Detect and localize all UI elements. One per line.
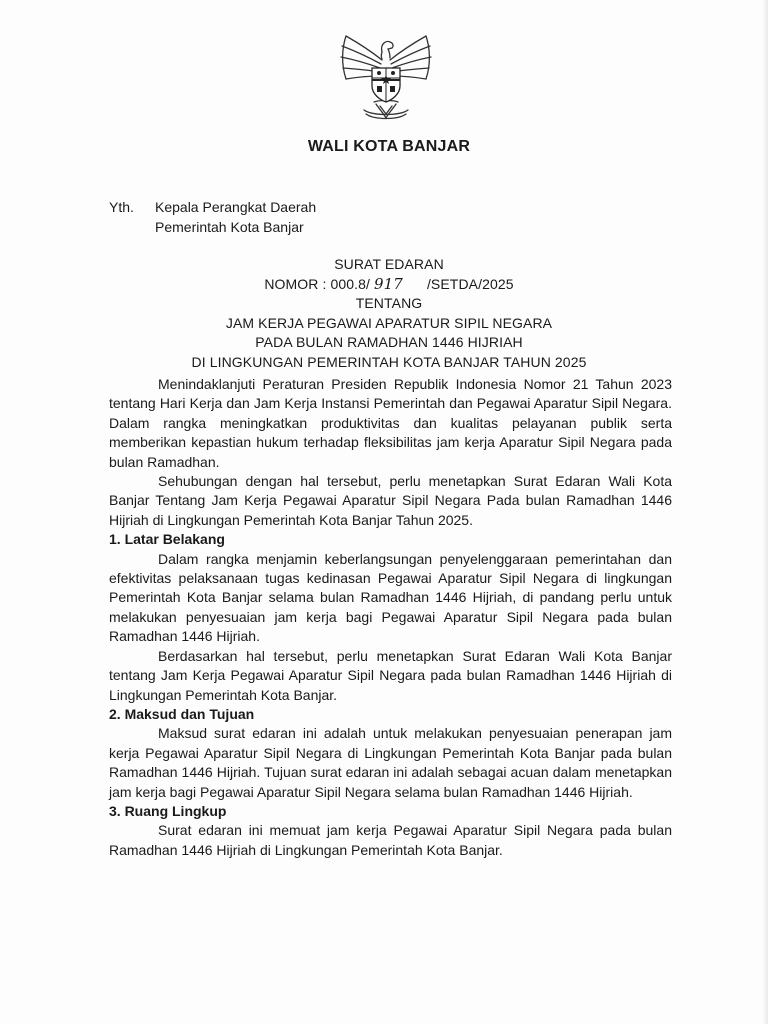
section-1-paragraph-1: Dalam rangka menjamin keberlangsungan penyelenggaraan pemerintahan dan efektivitas pelaksanaan tugas kedinasan Pegawai Aparatur Sipil Negara di lingkungan Pemerintah Kota Banjar selama bulan Ramadhan 1446 Hijriah, di pandang perlu untuk melakukan penyesuaian jam kerja bagi Pegawai Aparatur Sipil Negara pada bulan Ramadhan 1446 Hijriah. [109, 550, 672, 645]
document-number [0, 275, 768, 295]
title-block [0, 255, 768, 373]
subject-line-3: DI LINGKUNGAN PEMERINTAH KOTA BANJAR TAHUN 2025 [191, 353, 587, 370]
document-number-handwritten: 917 [374, 274, 403, 293]
section-heading-ruang-lingkup: 3. Ruang Lingkup [109, 802, 227, 819]
addressee-label: Yth. [109, 199, 134, 215]
section-heading-maksud-dan-tujuan: 2. Maksud dan Tujuan [109, 705, 255, 722]
section-3-paragraph-1: Surat edaran ini memuat jam kerja Pegawai Aparatur Sipil Negara pada bulan Ramadhan 1446 Hijriah di Lingkungan Pemerintah Kota Banjar. [109, 822, 672, 858]
document-type: SURAT EDARAN [334, 256, 444, 272]
page-edge-shadow [762, 0, 768, 1024]
garuda-pancasila-emblem-icon [336, 30, 436, 126]
subject-line-2: PADA BULAN RAMADHAN 1446 HIJRIAH [255, 334, 523, 351]
document-number-suffix: /SETDA/2025 [426, 275, 514, 292]
about-label: TENTANG [355, 295, 423, 312]
intro-paragraph-2: Sehubungan dengan hal tersebut, perlu menetapkan Surat Edaran Wali Kota Banjar Tentang Jam Kerja Pegawai Aparatur Sipil Negara Pada bulan Ramadhan 1446 Hijriah di Lingkungan Pemerintah Kota Banjar Tahun 2025. [109, 473, 672, 528]
subject-line-1: JAM KERJA PEGAWAI APARATUR SIPIL NEGARA [225, 314, 553, 331]
document-number-prefix: NOMOR : 000.8/ [264, 275, 370, 292]
letter-body [109, 375, 672, 860]
section-1-paragraph-2: Berdasarkan hal tersebut, perlu menetapkan Surat Edaran Wali Kota Banjar tentang Jam Kerja Pegawai Aparatur Sipil Negara pada bulan Ramadhan 1446 Hijriah di Lingkungan Pemerintah Kota Banjar. [109, 647, 672, 703]
intro-paragraph-1: Menindaklanjuti Peraturan Presiden Republik Indonesia Nomor 21 Tahun 2023 tentang Hari Kerja dan Jam Kerja Instansi Pemerintah dan Pegawai Aparatur Sipil Negara. Dalam rangka meningkatkan produktivitas dan kualitas pelayanan publik serta memberikan kepastian hukum terhadap fleksibilitas jam kerja Aparatur Sipil Negara pada bulan Ramadhan. [109, 376, 672, 470]
section-2-paragraph-1: Maksud surat edaran ini adalah untuk melakukan penyesuaian penerapan jam kerja Pegawai Aparatur Sipil Negara di Lingkungan Pemerintah Kota Banjar pada bulan Ramadhan 1446 Hijriah. Tujuan surat edaran ini adalah sebagai acuan dalam menetapkan jam kerja bagi Pegawai Aparatur Sipil Negara selama bulan Ramadhan 1446 Hijriah. [109, 725, 672, 800]
addressee-line-1: Kepala Perangkat Daerah [155, 199, 317, 215]
section-heading-latar-belakang: 1. Latar Belakang [109, 531, 225, 548]
addressee-line-2: Pemerintah Kota Banjar [155, 219, 304, 235]
issuer-heading: WALI KOTA BANJAR [307, 138, 471, 155]
addressee-block [109, 197, 316, 237]
